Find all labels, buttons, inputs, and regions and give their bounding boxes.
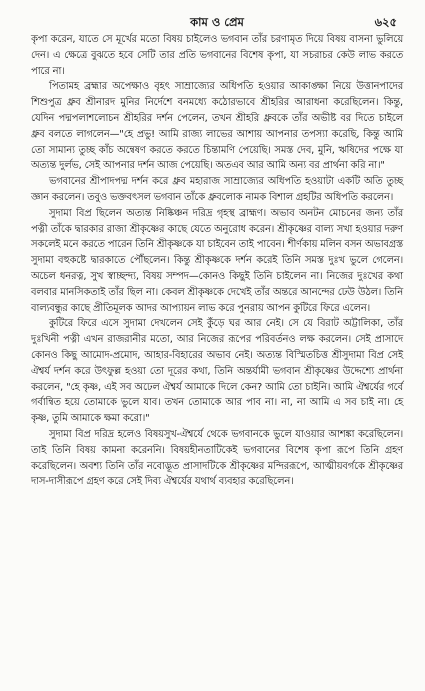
- paragraph-1: কৃপা করেন, যাতে সে মূর্খের মতো বিষয় চাইলেও ভগবান তাঁর চরণামৃত দিয়ে বিষয় বাসনা ভুলিয়ে দেন। এ ক্ষেত্রে বুঝতে হবে সেটি তার প্রতি ভগবানের বিশেষ কৃপা, যা সচরাচর কেউ লাভ করতে পারে না।: [31, 34, 403, 77]
- running-title: কাম ও প্রেম: [190, 15, 244, 29]
- page-number: ৬২৫: [374, 15, 397, 29]
- paragraph-6: সুদামা বিপ্র দরিদ্র হলেও বিষয়সুখ-ঐশ্বর্যে থেকে ভগবানকে ভুলে যাওয়ার আশঙ্কা করেছিলেন। তাই তিনি বিষয় কামনা করেননি। বিষয়হীনতাটিকেই ভগবানের বিশেষ কৃপা রূপে তিনি গ্রহণ করেছিলেন। অবশ্য তিনি তাঁর নবোদ্ভূত প্রাসাদটিকে শ্রীকৃষ্ণের মন্দিররূপে, আত্মীয়বর্গকে শ্রীকৃষ্ণের দাস-দাসীরূপে গ্রহণ করে সেই দিব্য ঐশ্বর্যের যথার্থ ব্যবহার করেছিলেন।: [31, 428, 403, 488]
- paragraph-4: সুদামা বিপ্র ছিলেন অত্যন্ত নিষ্কিঞ্চন দরিদ্র গৃহস্থ ব্রাহ্মণ। অভাব অনটন মোচনের জন্য তাঁর পত্নী তাঁকে দ্বারকার রাজা শ্রীকৃষ্ণের কাছে যেতে অনুরোধ করেন। শ্রীকৃষ্ণের বাল্য সখা হওয়ার দরুণ সকলেই মনে করতে পারেন তিনি শ্রীকৃষ্ণকে যা চাইবেন তাই পাবেন। শীর্ণকায় মলিন বসন অভাবগ্রস্ত সুদামা বহুকষ্টে দ্বারকাতে পৌঁছলেন। কিন্তু শ্রীকৃষ্ণকে দর্শন করেই তিনি সমস্ত দুঃখ ভুলে গেলেন। অচেল ধনরত্ন, সুখ স্বাচ্ছন্দ্য, বিষয় সম্পদ—কোনও কিছুই তিনি চাইলেন না। নিজের দুঃখের কথা বলবার মানসিকতাই তাঁর ছিল না। কেবল শ্রীকৃষ্ণকে দেখেই তাঁর অন্তরে আনন্দের ঢেউ উঠল। তিনি বাল্যবন্ধুর কাছে প্রীতিমূলক আদর আপ্যায়ন লাভ করে পুনরায় আপন কুটিরে ফিরে এলেন।: [31, 207, 403, 314]
- body-text: [31, 32, 403, 490]
- page-header: [31, 10, 403, 32]
- paragraph-5: কুটিরে ফিরে এসে সুদামা দেখলেন সেই কুঁড়ে ঘর আর নেই। সে যে বিরাট অট্টালিকা, তাঁর দুঃখিনী পত্নী এখন রাজরানীর মতো, আর নিজের রূপের পরিবর্তনও লক্ষ করলেন। সেই প্রাসাদে কোনও কিছু আমোদ-প্রমোদ, আহার-বিহারের অভাব নেই। অত্যন্ত বিস্মিতচিত্ত শ্রীসুদামা বিপ্র সেই ঐশ্বর্য দর্শন করে উৎফুল্ল হওয়া তো দূরের কথা, তিনি অন্তর্যামী ভগবান শ্রীকৃষ্ণের উদ্দেশ্যে প্রার্থনা করলেন, "হে কৃষ্ণ, এই সব অঢেল ঐশ্বর্য আমাকে দিলে কেন? আমি তো চাইনি। আমি ঐশ্বর্যের গর্বে গর্বান্বিত হয়ে তোমাকে ভুলে যাব। তখন তোমাকে আর পাব না। না, না আমি এ সব চাই না। হে কৃষ্ণ, তুমি আমাকে ক্ষমা করো।": [31, 318, 403, 425]
- paragraph-2: পিতামহ ব্রহ্মার অপেক্ষাও বৃহৎ সাম্রাজ্যের অধিপতি হওয়ার আকাঙ্ক্ষা নিয়ে উত্তানপাদের শিশুপুত্র ধ্রুব শ্রীনারদ মুনির নির্দেশে বনমধ্যে কঠোরভাবে শ্রীহরির আরাধনা করেছিলেন। কিন্তু, যেদিন পদ্মপলাশলোচন শ্রীহরির দর্শন পেলেন, তখন শ্রীহরি ধ্রুবকে তাঁর অভীষ্ট বর দিতে চাইলে ধ্রুব বলতে লাগলেন—"হে প্রভু! আমি রাজ্য লাভের আশায় আপনার তপস্যা করেছি, কিন্তু আমি তো সামান্য তুচ্ছ কাঁচ অন্বেষণ করতে করতে চিন্তামণি পেয়েছি। সমস্ত দেব, মুনি, ঋষিদের পক্ষে যা অত্যন্ত দুর্লভ, সেই আপনার দর্শন আজ পেয়েছি। অতএব আর আমি অন্য বর প্রার্থনা করি না।": [31, 81, 403, 172]
- paragraph-3: ভগবানের শ্রীপাদপদ্ম দর্শন করে ধ্রুব মহারাজ সাম্রাজ্যের অধিপতি হওয়াটা একটি অতি তুচ্ছ জ্ঞান করলেন। তবুও ভক্তবৎসল ভগবান তাঁকে ধ্রুবলোক নামক বিশাল গ্রহটির অধিপতি করলেন।: [31, 176, 403, 203]
